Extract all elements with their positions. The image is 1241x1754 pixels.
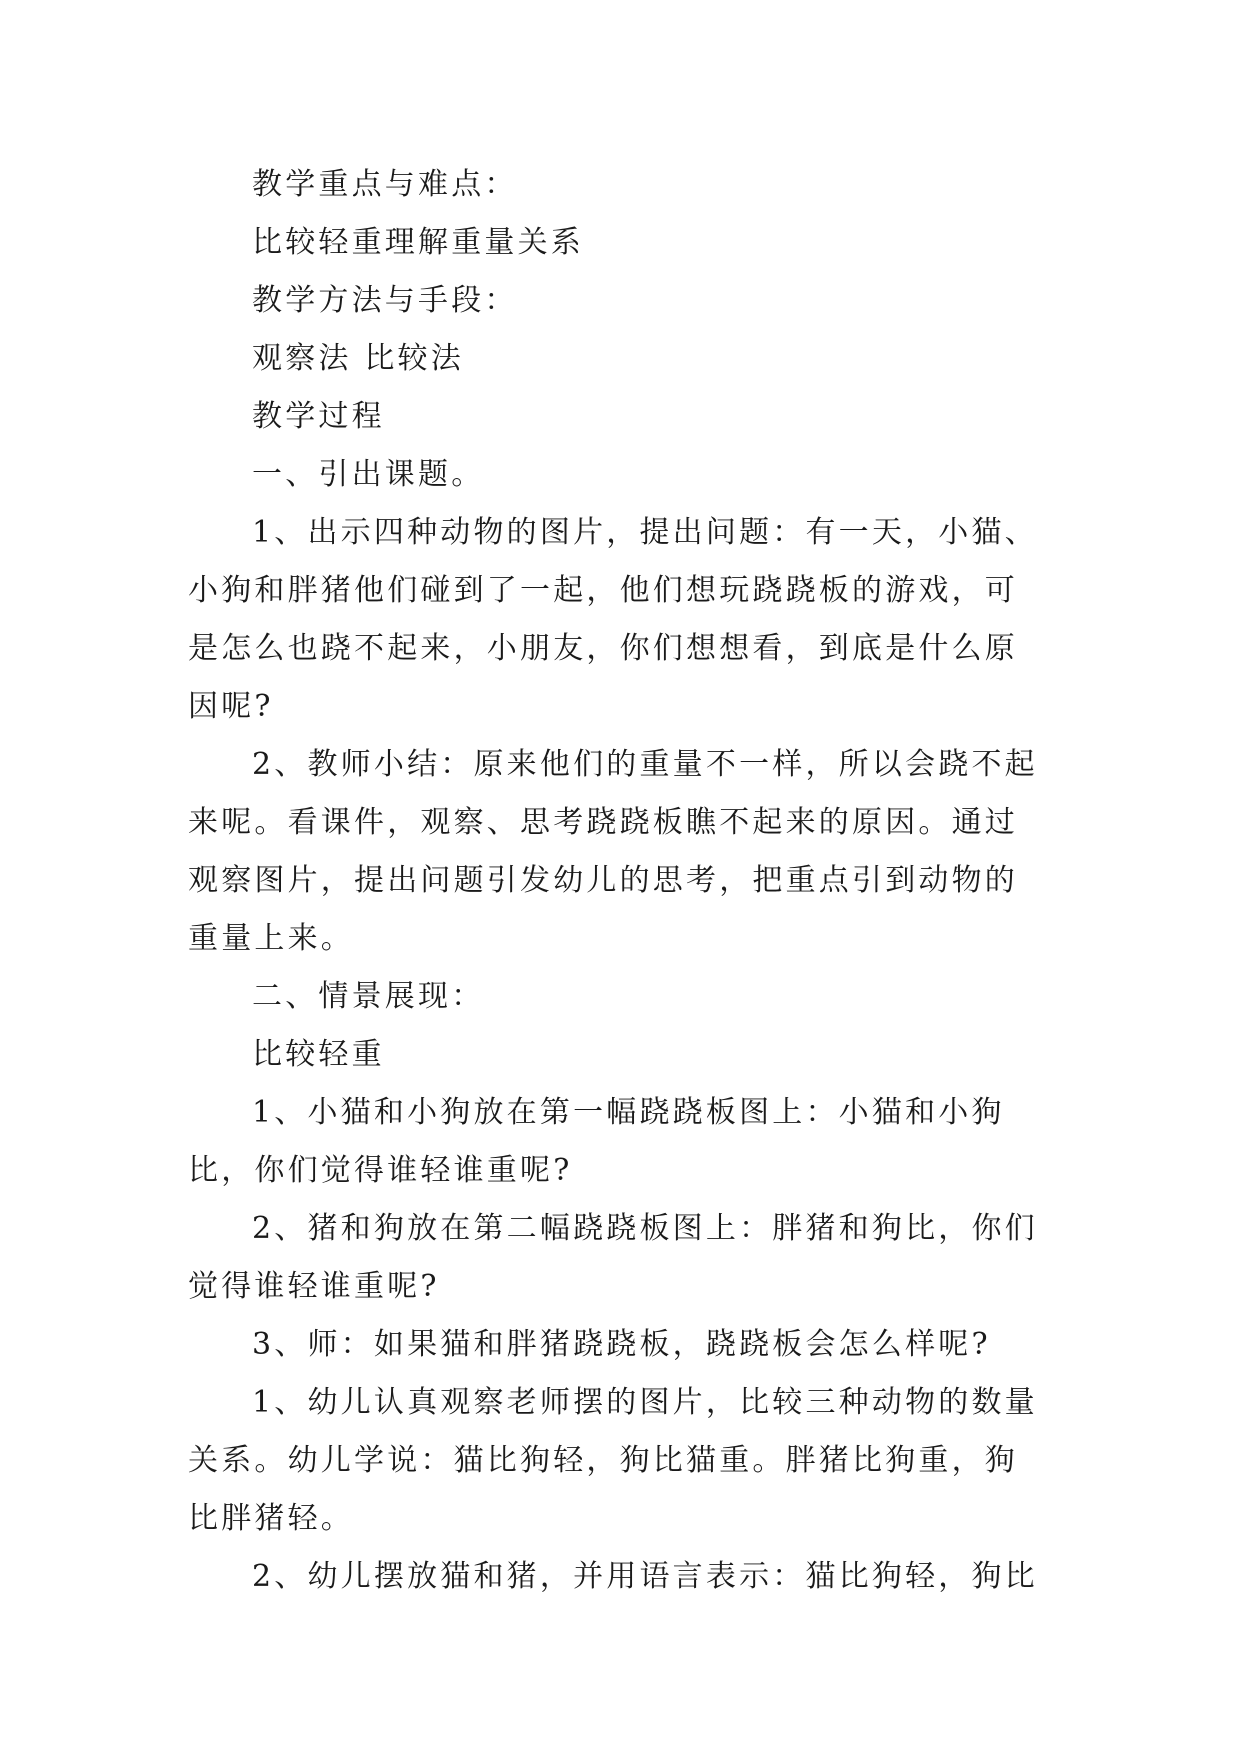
section-heading-introduce-topic: 一、引出课题。 <box>252 457 485 492</box>
section-heading-scenario: 二、情景展现： <box>252 979 485 1014</box>
paragraph: 3、师：如果猫和胖猪跷跷板，跷跷板会怎么样呢? <box>252 1327 991 1362</box>
paragraph: 1、出示四种动物的图片，提出问题：有一天，小猫、小狗和胖猪他们碰到了一起，他们想玩跷跷板的游戏，可是怎么也跷不起来，小朋友，你们想想看，到底是什么原因呢? <box>188 515 1038 724</box>
section-heading-key-points: 教学重点与难点： <box>252 167 518 202</box>
paragraph: 2、教师小结：原来他们的重量不一样，所以会跷不起来呢。看课件，观察、思考跷跷板瞧不起来的原因。通过观察图片，提出问题引发幼儿的思考，把重点引到动物的重量上来。 <box>188 747 1038 956</box>
section-heading-methods: 教学方法与手段： <box>252 283 518 318</box>
document-body <box>188 156 1050 1606</box>
key-points-text: 比较轻重理解重量关系 <box>252 225 584 260</box>
paragraph: 1、小猫和小狗放在第一幅跷跷板图上：小猫和小狗比，你们觉得谁轻谁重呢? <box>188 1095 1005 1188</box>
section-subheading-compare: 比较轻重 <box>252 1037 385 1072</box>
paragraph: 1、幼儿认真观察老师摆的图片，比较三种动物的数量关系。幼儿学说：猫比狗轻，狗比猫重。胖猪比狗重，狗比胖猪轻。 <box>188 1385 1038 1536</box>
paragraph: 2、幼儿摆放猫和猪，并用语言表示：猫比狗轻，狗比 <box>252 1559 1038 1594</box>
methods-text: 观察法 比较法 <box>252 341 464 376</box>
paragraph: 2、猪和狗放在第二幅跷跷板图上：胖猪和狗比，你们觉得谁轻谁重呢? <box>188 1211 1038 1304</box>
section-heading-process: 教学过程 <box>252 399 385 434</box>
